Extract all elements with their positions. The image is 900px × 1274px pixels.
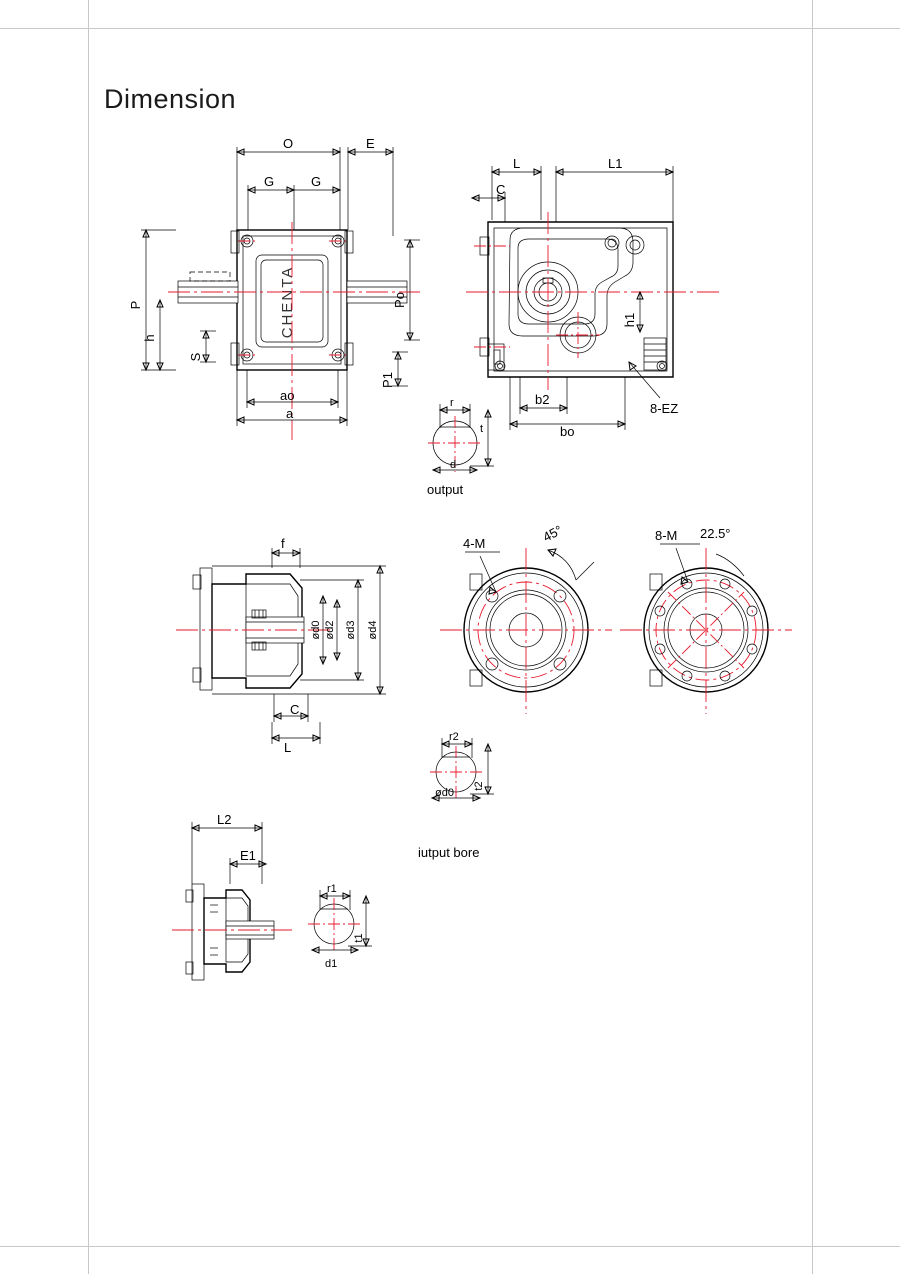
brand-text: CHENTA — [279, 265, 296, 339]
flange-8-hole-view — [620, 526, 792, 714]
side-view — [466, 156, 720, 439]
page-title: Dimension — [104, 84, 237, 114]
dim-label-G1: G — [264, 174, 275, 189]
dim-label-d2: ød2 — [324, 620, 336, 640]
dim-label-45deg: 45° — [540, 522, 565, 545]
motor-flange-view — [172, 812, 292, 980]
dim-label-t: t — [480, 423, 484, 435]
dim-label-G2: G — [311, 174, 322, 189]
dim-label-ao: ao — [280, 388, 295, 403]
dim-label-f: f — [281, 536, 285, 551]
input-bore-section — [418, 731, 494, 860]
dim-label-L1: L1 — [608, 156, 623, 171]
dim-label-E: E — [366, 136, 375, 151]
dim-label-P: P — [128, 300, 143, 310]
input-shaft-section — [308, 883, 372, 970]
flange-4-hole-view — [440, 522, 612, 714]
dim-label-d1: d1 — [325, 958, 338, 970]
dim-label-b2: b2 — [535, 392, 550, 407]
dim-label-flange-L: L — [284, 740, 292, 755]
output-shaft-section — [427, 397, 494, 497]
dim-label-O: O — [283, 136, 294, 151]
dim-label-flange-C: C — [290, 702, 300, 717]
dim-label-t1: t1 — [353, 933, 365, 943]
dim-label-a: a — [286, 406, 294, 421]
dim-label-r1: r1 — [327, 883, 337, 895]
dim-label-d4: ød4 — [367, 620, 379, 640]
dim-label-t2: t2 — [473, 781, 485, 791]
dim-label-r2: r2 — [449, 731, 459, 743]
dim-label-4M: 4-M — [463, 536, 486, 551]
caption-input-bore: iutput bore — [418, 845, 480, 860]
dim-label-r: r — [450, 397, 454, 409]
dim-label-S: S — [188, 352, 203, 362]
dim-label-8M: 8-M — [655, 528, 678, 543]
dim-label-Po: Po — [392, 292, 407, 308]
dim-label-P1: P1 — [380, 372, 395, 388]
caption-output: output — [427, 482, 464, 497]
dim-label-d3: ød3 — [345, 620, 357, 640]
input-flange-view — [176, 536, 386, 755]
dim-label-C: C — [496, 182, 506, 197]
dim-label-L2: L2 — [217, 812, 232, 827]
dim-label-bore-d0: ød0 — [435, 787, 454, 799]
dim-label-E1: E1 — [240, 848, 256, 863]
front-view — [128, 136, 420, 440]
dim-label-8-EZ: 8-EZ — [650, 401, 679, 416]
dim-label-d: d — [450, 459, 457, 471]
dim-label-h: h — [142, 334, 157, 342]
dim-label-22-5deg: 22.5° — [700, 526, 731, 541]
dim-label-d0: ød0 — [310, 620, 322, 640]
dim-label-bo: bo — [560, 424, 575, 439]
dim-label-L: L — [513, 156, 521, 171]
dim-label-h1: h1 — [622, 312, 637, 328]
